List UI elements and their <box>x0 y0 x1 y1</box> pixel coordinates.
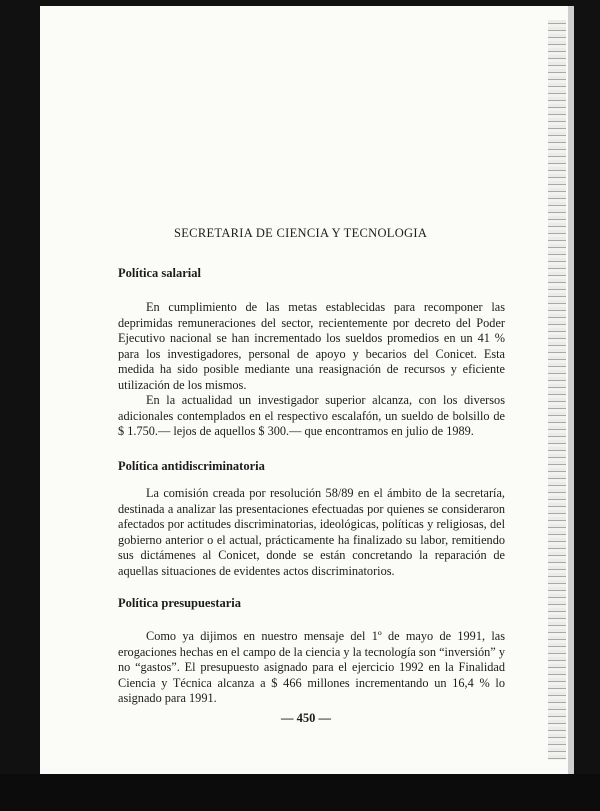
section-heading-presupuestaria: Política presupuestaria <box>118 596 242 610</box>
section-heading-antidiscriminatoria: Política antidiscriminatoria <box>118 459 265 473</box>
document-title: SECRETARIA DE CIENCIA Y TECNOLOGIA <box>174 226 428 240</box>
page-number: — 450 — <box>281 711 331 725</box>
paragraph: Como ya dijimos en nuestro mensaje del 1º de mayo de 1991, las erogaciones hechas en el campo de la ciencia y la tecnología son “inversión” y no “gastos”. El presupuesto asignado para el ejercicio 1992 en la Finalidad Ciencia y Técnica alcanza a $ 466 millones incrementando un 16,4 % lo asignado para 1991. <box>118 629 505 706</box>
paragraph: En cumplimiento de las metas establecidas para recomponer las deprimidas remuneraciones del sector, recientemente por decreto del Poder Ejecutivo nacional se han incrementado los sueldos promedios en un 41 % para los investigadores, personal de apoyo y becarios del Conicet. Esta medida ha sido posible mediante una reasignación de recursos y eficiente utilización de los mismos. <box>118 300 505 392</box>
page-edge-shadow <box>548 20 566 760</box>
section-heading-salarial: Política salarial <box>118 266 201 280</box>
scan-bottom-border <box>0 774 600 811</box>
paragraph: La comisión creada por resolución 58/89 en el ámbito de la secretaría, destinada a analizar las presentaciones efectuadas por quienes se consideraron afectados por actitudes discriminatorias, ideológicas, políticas y religiosas, del gobierno anterior o el actual, prácticamente ha finalizado su labor, remitiendo sus dictámenes al Conicet, donde se están concretando la reparación de aquellas situaciones de evidentes actos discriminatorios. <box>118 486 505 578</box>
paragraph: En la actualidad un investigador superior alcanza, con los diversos adicionales contemplados en el respectivo escalafón, un sueldo de bolsillo de $ 1.750.— lejos de aquellos $ 300.— que encontramos en julio de 1989. <box>118 393 505 439</box>
